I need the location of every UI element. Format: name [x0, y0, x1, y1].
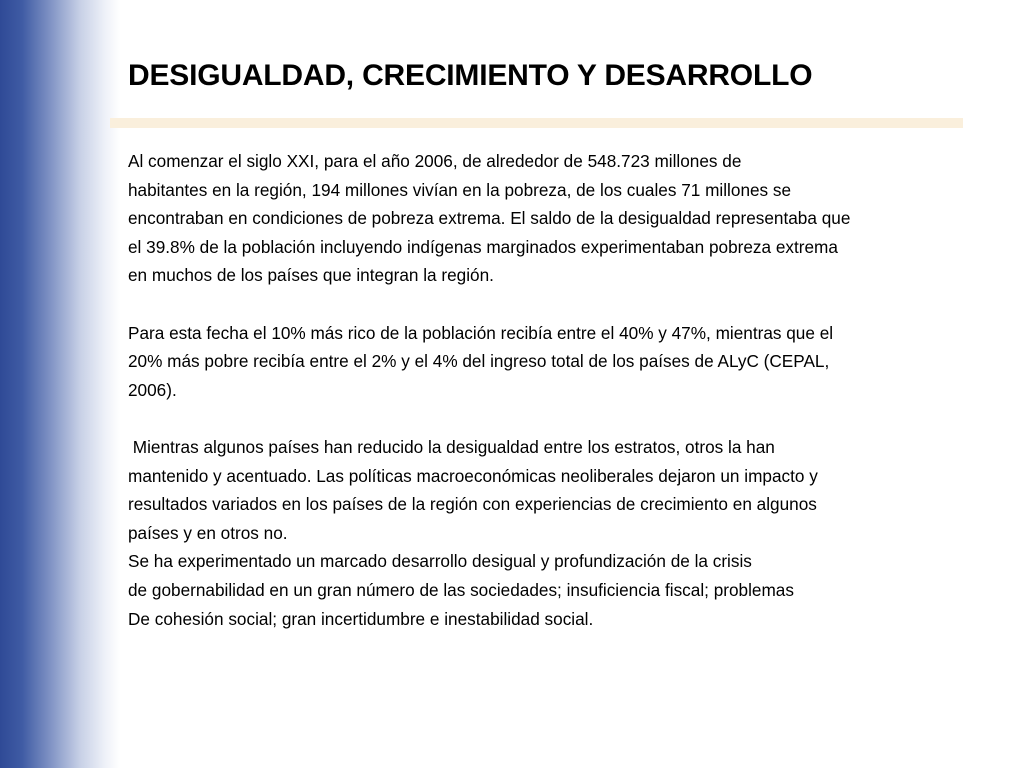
paragraph-1-line-4: el 39.8% de la población incluyendo indígenas marginados experimentaban pobreza extrema [128, 236, 838, 257]
paragraph-3 [128, 433, 978, 633]
paragraph-spacer [128, 290, 978, 319]
paragraph-3-line-2: mantenido y acentuado. Las políticas macroeconómicas neoliberales dejaron un impacto y [128, 465, 818, 486]
slide-title: DESIGUALDAD, CRECIMIENTO Y DESARROLLO [128, 59, 813, 92]
paragraph-2-line-1: Para esta fecha el 10% más rico de la población recibía entre el 40% y 47%, mientras que el [128, 322, 834, 343]
paragraph-1-line-5: en muchos de los países que integran la región. [128, 265, 494, 286]
left-gradient-band [0, 0, 120, 768]
paragraph-3-line-5: Se ha experimentado un marcado desarrollo desigual y profundización de la crisis [128, 551, 752, 572]
paragraph-3-line-1: Mientras algunos países han reducido la desigualdad entre los estratos, otros la han [128, 436, 775, 457]
paragraph-1-line-2: habitantes en la región, 194 millones vivían en la pobreza, de los cuales 71 millones se [128, 179, 792, 200]
paragraph-3-line-7: De cohesión social; gran incertidumbre e inestabilidad social. [128, 608, 594, 629]
title-underline-rule [110, 118, 963, 128]
paragraph-2 [128, 319, 978, 405]
slide-body-text [128, 147, 978, 633]
paragraph-2-line-2: 20% más pobre recibía entre el 2% y el 4% del ingreso total de los países de ALyC (CEPAL, [128, 351, 830, 372]
paragraph-1 [128, 147, 978, 290]
paragraph-1-line-1: Al comenzar el siglo XXI, para el año 2006, de alrededor de 548.723 millones de [128, 151, 742, 171]
paragraph-2-line-3: 2006). [128, 379, 177, 400]
paragraph-3-line-4: países y en otros no. [128, 522, 288, 543]
paragraph-3-line-3: resultados variados en los países de la región con experiencias de crecimiento en algunos [128, 494, 817, 515]
paragraph-1-line-3: encontraban en condiciones de pobreza extrema. El saldo de la desigualdad representaba que [128, 208, 851, 229]
paragraph-spacer [128, 404, 978, 433]
paragraph-3-line-6: de gobernabilidad en un gran número de las sociedades; insuficiencia fiscal; problemas [128, 579, 794, 600]
